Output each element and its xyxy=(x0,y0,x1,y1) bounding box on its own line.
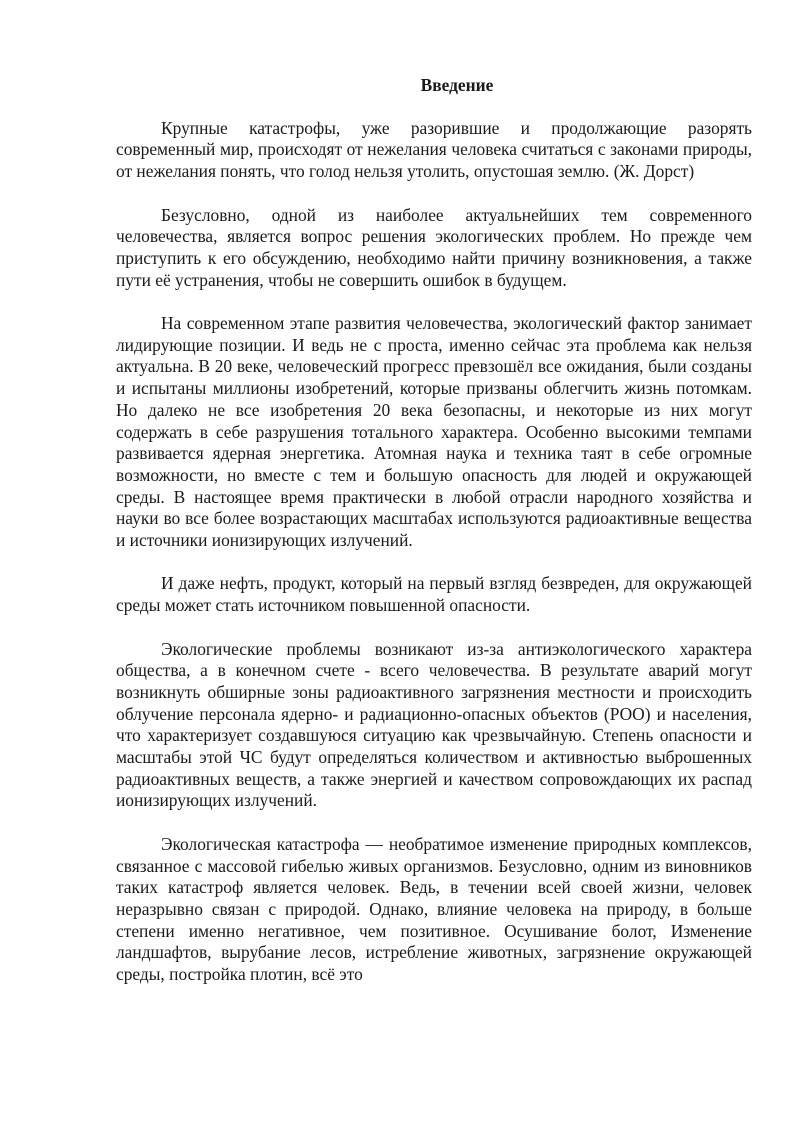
paragraph-5: Экологическая катастрофа — необратимое изменение природных комплексов, связанное с массовой гибелью живых организмов. Безусловно, одним из виновников таких катастроф является человек. Ведь, в течении всей своей жизни, человек неразрывно связан с природой. Однако, влияние человека на природу, в больше степени именно негативное, чем позитивное. Осушивание болот, Изменение ландшафтов, вырубание лесов, истребление животных, загрязнение окружающей среды, постройка плотин, всё это xyxy=(116,833,752,985)
document-title: Введение xyxy=(420,75,494,95)
paragraph-2: На современном этапе развития человечества, экологический фактор занимает лидирующие позиции. И ведь не с проста, именно сейчас эта проблема как нельзя актуальна. В 20 веке, человеческий прогресс превзошёл все ожидания, были созданы и испытаны миллионы изобретений, которые призваны облегчить жизнь потомкам. Но далеко не все изобретения 20 века безопасны, и некоторые из них могут содержать в себе разрушения тотального характера. Особенно высокими темпами развивается ядерная энергетика. Атомная наука и техника таят в себе огромные возможности, но вместе с тем и большую опасность для людей и окружающей среды. В настоящее время практически в любой отрасли народного хозяйства и науки во все более возрастающих масштабах используются радиоактивные вещества и источники ионизирующих излучений. xyxy=(116,313,752,551)
paragraph-epigraph: Крупные катастрофы, уже разорившие и продолжающие разорять современный мир, происходят от нежелания человека считаться с законами природы, от нежелания понять, что голод нельзя утолить, опустошая землю. (Ж. Дорст) xyxy=(116,117,752,182)
paragraph-3: И даже нефть, продукт, который на первый взгляд безвреден, для окружающей среды может стать источником повышенной опасности. xyxy=(116,573,752,616)
document-body xyxy=(116,75,752,986)
paragraph-1: Безусловно, одной из наиболее актуальнейших тем современного человечества, является вопрос решения экологических проблем. Но прежде чем приступить к его обсуждению, необходимо найти причину возникновения, а также пути её устранения, чтобы не совершить ошибок в будущем. xyxy=(116,204,752,290)
paragraph-4: Экологические проблемы возникают из-за антиэкологического характера общества, а в конечном счете - всего человечества. В результате аварий могут возникнуть обширные зоны радиоактивного загрязнения местности и происходить облучение персонала ядерно- и радиационно-опасных объектов (РОО) и населения, что характеризует создавшуюся ситуацию как чрезвычайную. Степень опасности и масштабы этой ЧС будут определяться количеством и активностью выброшенных радиоактивных веществ, а также энергией и качеством сопровождающих их распад ионизирующих излучений. xyxy=(116,638,752,811)
